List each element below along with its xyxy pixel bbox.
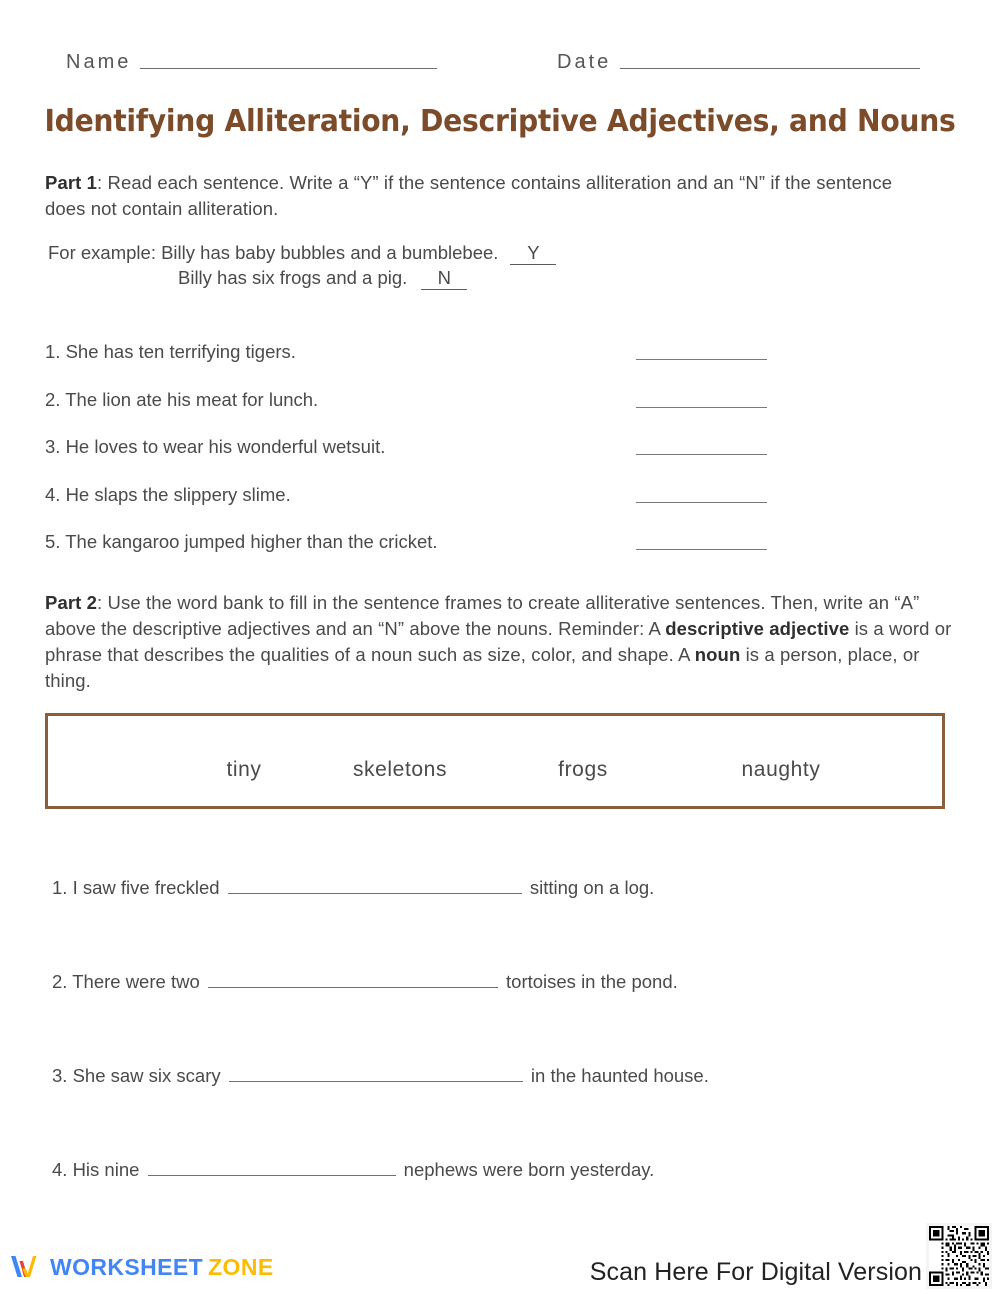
logo-text-zone: ZONE: [208, 1253, 274, 1280]
word-bank-item: naughty: [741, 758, 821, 781]
answer-blank[interactable]: [636, 549, 767, 550]
frame-blank[interactable]: [228, 876, 522, 894]
name-date-header: [0, 52, 1000, 84]
qr-code[interactable]: [926, 1223, 992, 1289]
sentence-frame-row: [52, 876, 912, 970]
part2-instruction-seg2: is a word or phrase that describes the qualities of a noun such as size, color, and shape. A: [45, 618, 952, 665]
frame-text-after: in the haunted house.: [525, 1065, 709, 1086]
question-text: 4. He slaps the slippery slime.: [45, 483, 291, 505]
logo-text-worksheet: WORKSHEET: [50, 1253, 204, 1280]
part1-example-answer-2: N: [421, 267, 467, 290]
part1-label: Part 1: [45, 172, 98, 193]
part1-question-list: [45, 340, 775, 578]
page-title: Identifying Alliteration, Descriptive Adjectives, and Nouns: [44, 104, 956, 139]
answer-blank[interactable]: [636, 454, 767, 455]
word-bank-box: [45, 713, 945, 809]
part1-instruction-text: : Read each sentence. Write a “Y” if the sentence contains alliteration and an “N” if the sentence does not contain alliteration.: [45, 172, 893, 219]
name-write-line[interactable]: [140, 68, 437, 69]
date-field-group: [557, 52, 920, 72]
date-label: Date: [557, 51, 612, 73]
frame-blank[interactable]: [229, 1064, 523, 1082]
worksheet-zone-w-icon: [8, 1250, 42, 1284]
frame-blank[interactable]: [148, 1158, 396, 1176]
part1-instructions: [45, 170, 925, 222]
word-bank-item: skeletons: [352, 758, 448, 781]
logo-wordmark: [50, 1254, 274, 1281]
part2-instructions: [45, 590, 955, 694]
frame-text-before: 1. I saw five freckled: [52, 877, 225, 898]
part2-instruction-seg3: is a person, place, or thing.: [45, 644, 920, 691]
scan-here-label: Scan Here For Digital Version: [589, 1258, 922, 1286]
part1-example-lead: For example: Billy has baby bubbles and a bumblebee.: [48, 242, 499, 263]
question-row: [45, 435, 775, 483]
answer-blank[interactable]: [636, 502, 767, 503]
part1-example-answer-1: Y: [510, 242, 556, 265]
frame-text-after: nephews were born yesterday.: [398, 1159, 655, 1180]
question-row: [45, 483, 775, 531]
qr-code-image: [929, 1226, 989, 1286]
frame-text-before: 2. There were two: [52, 971, 205, 992]
name-field-group: [66, 52, 437, 72]
word-bank-item: tiny: [226, 758, 262, 781]
part2-label: Part 2: [45, 592, 98, 613]
part2-sentence-frames: [52, 876, 912, 1252]
question-row: [45, 340, 775, 388]
date-write-line[interactable]: [620, 68, 920, 69]
frame-blank[interactable]: [208, 970, 498, 988]
frame-text-before: 4. His nine: [52, 1159, 145, 1180]
part2-term-noun: noun: [694, 644, 741, 665]
question-text: 1. She has ten terrifying tigers.: [45, 341, 296, 362]
part2-term-descriptive-adjective: descriptive adjective: [665, 618, 850, 639]
name-label: Name: [66, 51, 132, 73]
frame-text-before: 3. She saw six scary: [52, 1065, 226, 1086]
sentence-frame-row: [52, 970, 912, 1064]
answer-blank[interactable]: [636, 359, 767, 360]
frame-text-after: tortoises in the pond.: [500, 971, 678, 992]
word-bank-item: frogs: [558, 758, 608, 781]
part1-example-row-2: [178, 264, 467, 292]
question-text: 3. He loves to wear his wonderful wetsuit.: [45, 436, 386, 457]
answer-blank[interactable]: [636, 407, 767, 408]
question-text: 5. The kangaroo jumped higher than the cricket.: [45, 531, 438, 552]
frame-text-after: sitting on a log.: [524, 877, 655, 898]
question-row: [45, 388, 775, 436]
sentence-frame-row: [52, 1064, 912, 1158]
page-footer: [0, 1220, 1000, 1294]
part1-example-row-1: [48, 239, 556, 267]
part2-instruction-seg1: : Use the word bank to fill in the sentence frames to create alliterative sentences. Then, write an “A” above the descriptive adjectives and an “N” above the nouns. Reminder: A: [45, 592, 920, 639]
part1-example-line2: Billy has six frogs and a pig.: [178, 267, 408, 288]
word-bank-words: [48, 716, 942, 806]
question-row: [45, 530, 775, 578]
question-text: 2. The lion ate his meat for lunch.: [45, 388, 319, 410]
worksheetzone-logo[interactable]: [8, 1250, 274, 1284]
